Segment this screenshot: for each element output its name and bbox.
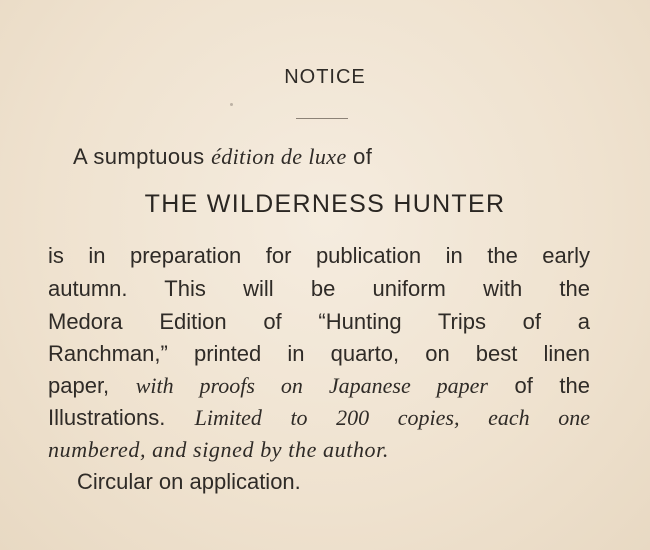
intro-text-end: of xyxy=(346,144,373,169)
paper-speck xyxy=(230,103,233,106)
body-line-6 xyxy=(48,405,590,431)
body-line-5-italic: with proofs on Japanese paper xyxy=(135,373,488,398)
body-line-4: Ranchman,” printed in quarto, on best linen xyxy=(48,341,590,366)
book-title: THE WILDERNESS HUNTER xyxy=(144,190,506,218)
intro-text-start: A sumptuous xyxy=(73,144,212,169)
body-line-5-end: of the xyxy=(487,373,590,398)
body-line-6-start: Illustrations. xyxy=(48,405,195,430)
body-line-5-start: paper, xyxy=(48,373,136,398)
intro-line xyxy=(73,144,372,170)
body-line-2: autumn. This will be uniform with the xyxy=(48,276,590,301)
body-line-3: Medora Edition of “Hunting Trips of a xyxy=(48,309,590,334)
body-line-1: is in preparation for publication in the early xyxy=(48,243,590,268)
heading-divider xyxy=(296,118,348,119)
intro-italic-edition: édition de luxe xyxy=(211,144,347,169)
body-line-5 xyxy=(48,373,590,399)
body-line-7: numbered, and signed by the author. xyxy=(48,437,389,462)
circular-line: Circular on application. xyxy=(77,469,301,494)
notice-heading: NOTICE xyxy=(284,66,366,88)
body-line-6-italic: Limited to 200 copies, each one xyxy=(194,405,590,430)
